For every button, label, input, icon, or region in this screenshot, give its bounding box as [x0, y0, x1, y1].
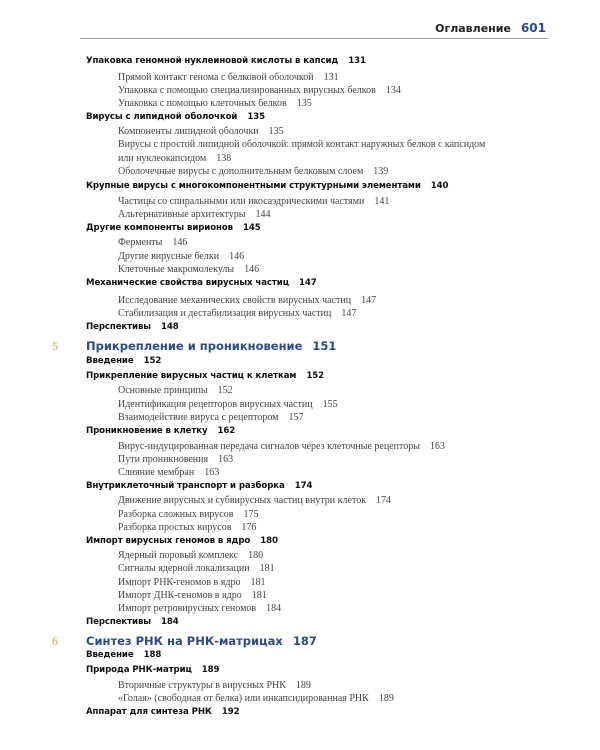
entry-title: Идентификация рецепторов вирусных частиц [118, 399, 313, 410]
toc-chapter [52, 339, 337, 353]
toc-subsection [118, 236, 498, 250]
toc-subsection [118, 521, 498, 535]
chapter-number: 5 [52, 339, 58, 353]
entry-title: Внутриклеточный транспорт и разборка [86, 481, 285, 491]
entry-title: Упаковка с помощью специализированных вирусных белков [118, 85, 376, 96]
toc-subsection [118, 494, 498, 508]
entry-page: 147 [361, 295, 377, 306]
entry-title: Частицы со спиральными или икосаэдрическими частями [118, 196, 365, 207]
entry-page: 192 [221, 707, 240, 717]
entry-page: 135 [296, 98, 312, 109]
entry-page: 189 [295, 680, 311, 691]
entry-page: 146 [244, 264, 260, 275]
entry-page: 163 [429, 441, 445, 452]
toc-subsection [118, 97, 498, 111]
header-rule [80, 38, 548, 39]
entry-page: 146 [229, 251, 245, 262]
entry-page: 189 [378, 693, 394, 704]
entry-title: Слияние мембран [118, 467, 195, 478]
toc-subsection [118, 589, 498, 603]
toc-section [86, 181, 448, 191]
toc-subsection [118, 165, 498, 179]
entry-page: 131 [348, 56, 366, 66]
entry-title: Разборка сложных вирусов [118, 509, 234, 520]
entry-page: 145 [243, 223, 261, 233]
entry-title: Сигналы ядерной локализации [118, 563, 250, 574]
toc-subsection [118, 466, 498, 480]
entry-page: 141 [374, 196, 390, 207]
toc-subsection [118, 71, 498, 85]
toc-subsection [118, 679, 498, 693]
entry-page: 147 [341, 308, 357, 319]
toc-section [86, 536, 278, 546]
entry-title: Импорт ДНК-геномов в ядро [118, 590, 242, 601]
entry-page: 152 [217, 385, 233, 396]
entry-page: 174 [294, 481, 313, 491]
toc-section [86, 707, 240, 717]
entry-page: 163 [218, 454, 234, 465]
toc-subsection [118, 208, 498, 222]
entry-page: 174 [376, 495, 392, 506]
toc-section [86, 322, 179, 332]
entry-page: 138 [216, 152, 232, 164]
entry-title: Крупные вирусы с многокомпонентными структурными элементами [86, 181, 421, 191]
entry-page: 146 [172, 237, 188, 248]
entry-page: 176 [241, 522, 257, 533]
toc-section [86, 56, 366, 66]
entry-page: 151 [312, 339, 337, 353]
entry-title: Природа РНК-матриц [86, 665, 192, 675]
entry-title: Ядерный поровый комплекс [118, 550, 239, 561]
toc-subsection [118, 692, 498, 706]
entry-title: Ферменты [118, 237, 163, 248]
entry-title: Прикрепление и проникновение [86, 339, 303, 353]
entry-title: Движение вирусных и субвирусных частиц внутри клеток [118, 495, 367, 506]
page-number: 601 [520, 21, 546, 35]
chapter-number: 6 [52, 634, 58, 648]
entry-title: Прикрепление вирусных частиц к клеткам [86, 371, 297, 381]
toc-subsection [118, 549, 498, 563]
entry-page: 139 [373, 166, 389, 177]
toc-subsection [118, 294, 498, 308]
entry-title: Стабилизация и дестабилизация вирусных частиц [118, 308, 332, 319]
entry-title: Импорт вирусных геномов в ядро [86, 536, 251, 546]
entry-page: 147 [298, 278, 317, 288]
entry-title: Вирус-индуцированная передача сигналов через клеточные рецепторы [118, 441, 420, 452]
entry-page: 152 [306, 371, 324, 381]
entry-title: Пути проникновения [118, 454, 209, 465]
entry-page: 181 [251, 590, 267, 601]
entry-page: 184 [266, 603, 282, 614]
entry-title: Проникновение в клетку [86, 426, 208, 436]
toc-section [86, 278, 317, 288]
entry-title: Клеточные макромолекулы [118, 264, 235, 275]
toc-subsection [118, 263, 498, 277]
entry-page: 135 [268, 126, 284, 137]
toc-subsection [118, 250, 498, 264]
entry-title: Вторичные структуры в вирусных РНК [118, 680, 286, 691]
toc-chapter [52, 634, 317, 648]
entry-title: Импорт ретровирусных геномов [118, 603, 257, 614]
entry-title: Разборка простых вирусов [118, 522, 232, 533]
toc-subsection [118, 138, 498, 165]
entry-title: Упаковка геномной нуклеиновой кислоты в капсид [86, 56, 339, 66]
entry-page: 188 [143, 650, 162, 660]
toc-subsection [118, 508, 498, 522]
entry-title: Оболочечные вирусы с дополнительным белковым слоем [118, 166, 364, 177]
entry-title: Вирусы с простой липидной оболочкой: прямой контакт наружных белков с капсидом или нуклеокапсидом [118, 139, 486, 164]
entry-title: Другие компоненты вирионов [86, 223, 234, 233]
entry-page: 180 [260, 536, 278, 546]
entry-title: Механические свойства вирусных частиц [86, 278, 289, 288]
entry-title: Упаковка с помощью клеточных белков [118, 98, 287, 109]
entry-page: 181 [259, 563, 275, 574]
toc-subsection [118, 384, 498, 398]
toc-subsection [118, 576, 498, 590]
entry-page: 181 [250, 577, 266, 588]
entry-page: 184 [160, 617, 179, 627]
toc-section [86, 356, 161, 366]
toc-section [86, 481, 312, 491]
entry-title: Импорт РНК-геномов в ядро [118, 577, 241, 588]
toc-subsection [118, 307, 498, 321]
entry-page: 134 [385, 85, 401, 96]
toc-section [86, 617, 179, 627]
entry-title: Прямой контакт генома с белковой оболочкой [118, 72, 314, 83]
entry-title: Альтернативные архитектуры [118, 209, 246, 220]
toc-subsection [118, 398, 498, 412]
toc-subsection [118, 440, 498, 454]
entry-page: 163 [204, 467, 220, 478]
toc-subsection [118, 84, 498, 98]
entry-page: 148 [160, 322, 179, 332]
running-header [435, 21, 546, 35]
entry-page: 175 [243, 509, 259, 520]
entry-page: 187 [292, 634, 317, 648]
entry-title: Вирусы с липидной оболочкой [86, 112, 238, 122]
entry-title: Взаимодействие вируса с рецептором [118, 412, 279, 423]
toc-subsection [118, 602, 498, 616]
toc-section [86, 223, 261, 233]
toc-subsection [118, 195, 498, 209]
entry-page: 131 [323, 72, 339, 83]
entry-title: «Голая» (свободная от белка) или инкапсидированная РНК [118, 693, 369, 704]
entry-title: Аппарат для синтеза РНК [86, 707, 212, 717]
entry-page: 140 [430, 181, 449, 191]
entry-title: Введение [86, 356, 134, 366]
entry-title: Другие вирусные белки [118, 251, 220, 262]
toc-section [86, 112, 265, 122]
entry-page: 144 [255, 209, 271, 220]
toc-subsection [118, 125, 498, 139]
entry-title: Введение [86, 650, 134, 660]
toc-subsection [118, 411, 498, 425]
entry-page: 157 [288, 412, 304, 423]
entry-page: 152 [143, 356, 162, 366]
entry-page: 135 [247, 112, 265, 122]
entry-title: Компоненты липидной оболочки [118, 126, 259, 137]
entry-page: 155 [322, 399, 338, 410]
toc-section [86, 665, 219, 675]
toc-section [86, 650, 161, 660]
toc-subsection [118, 562, 498, 576]
entry-page: 162 [217, 426, 236, 436]
toc-section [86, 426, 235, 436]
entry-title: Синтез РНК на РНК-матрицах [86, 634, 283, 648]
running-header-title: Оглавление [435, 22, 511, 35]
toc-section [86, 371, 324, 381]
entry-title: Основные принципы [118, 385, 208, 396]
entry-title: Перспективы [86, 322, 151, 332]
entry-title: Перспективы [86, 617, 151, 627]
entry-title: Исследование механических свойств вирусных частиц [118, 295, 352, 306]
entry-page: 189 [201, 665, 220, 675]
entry-page: 180 [248, 550, 264, 561]
toc-subsection [118, 453, 498, 467]
